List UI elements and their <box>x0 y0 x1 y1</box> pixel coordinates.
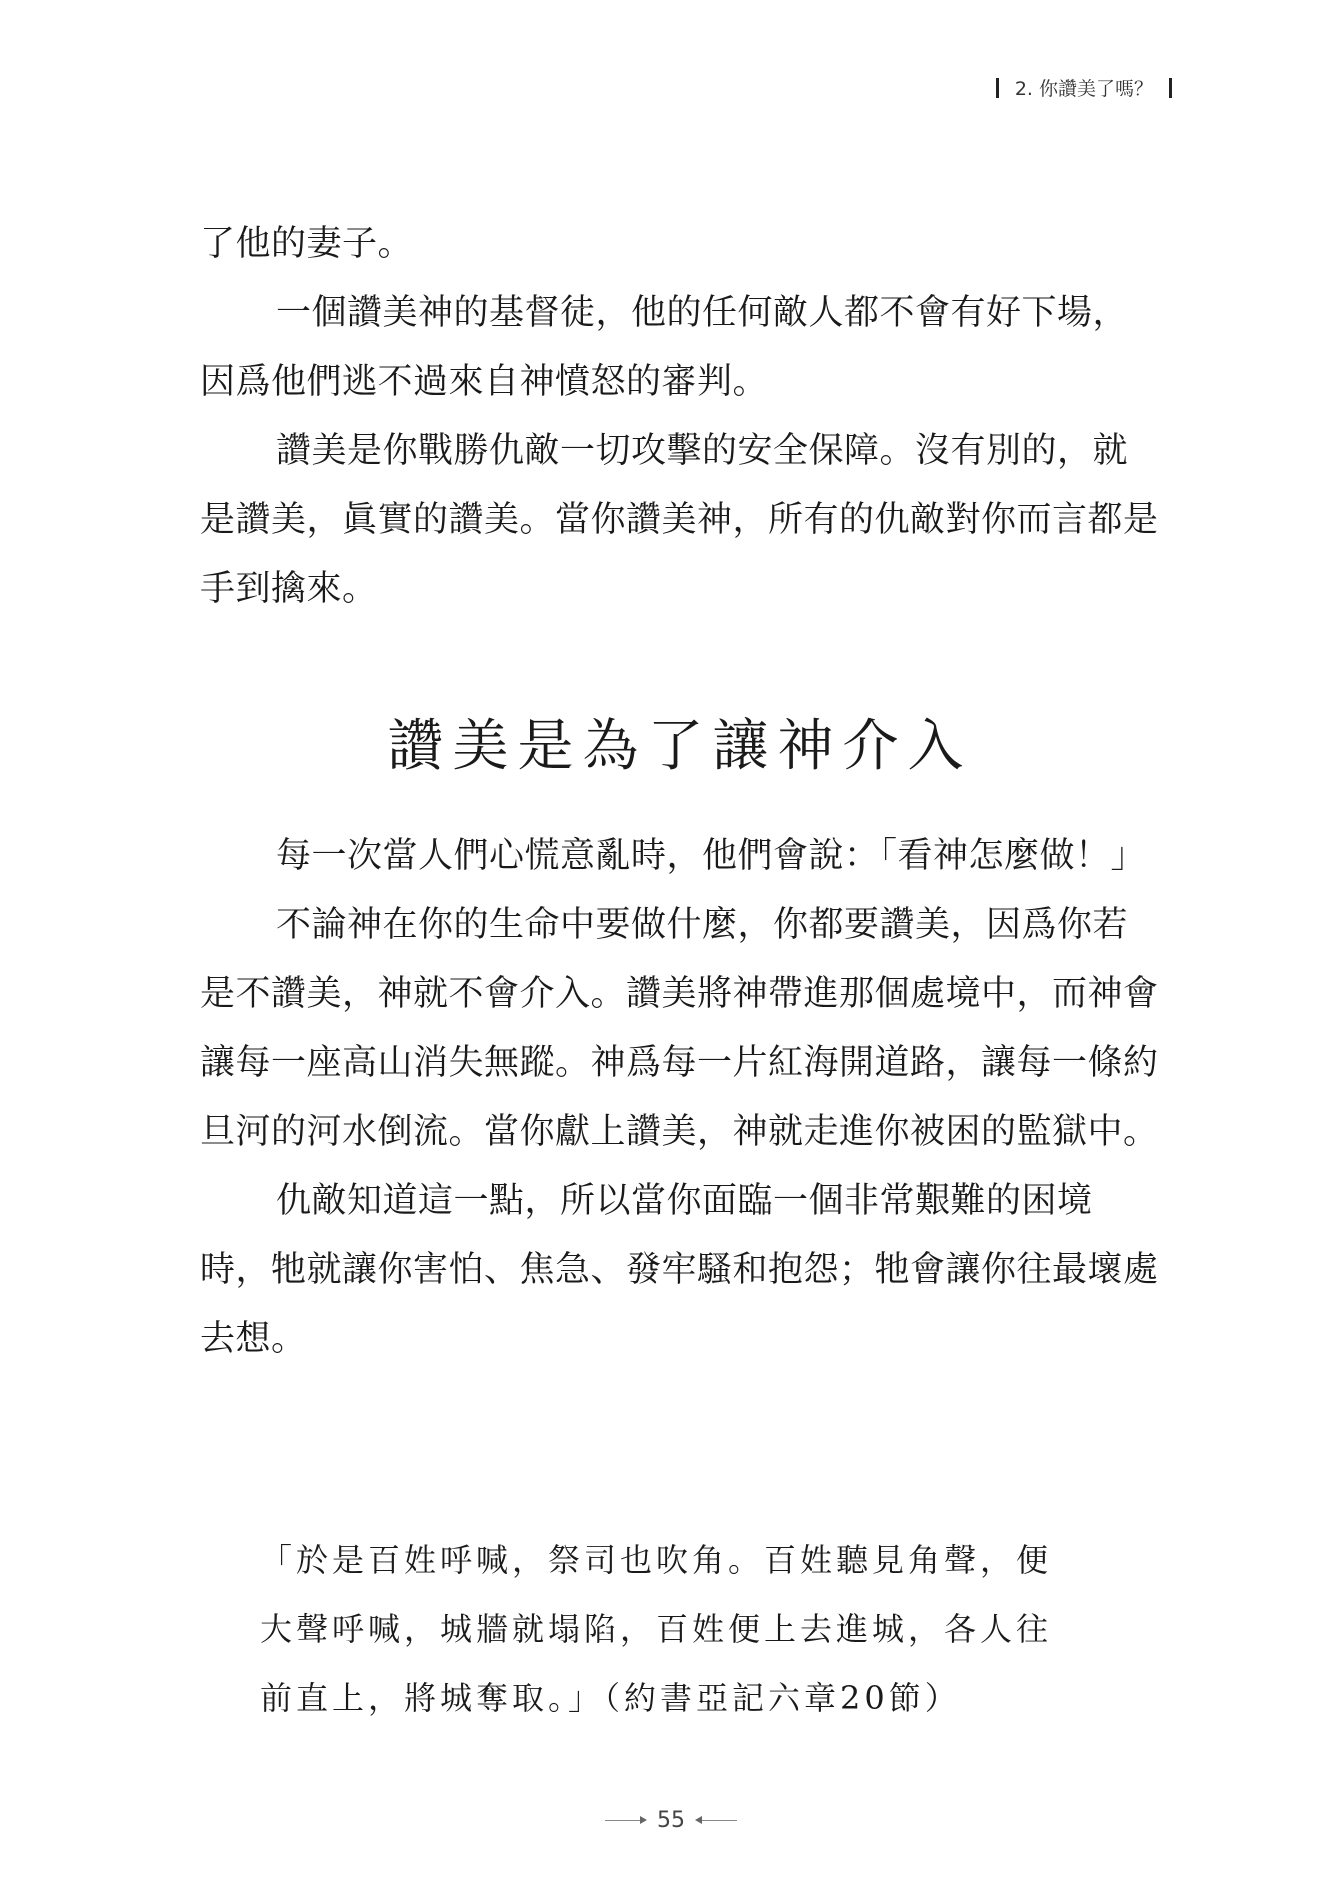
quote-line: 大聲呼喊，城牆就塌陷，百姓便上去進城，各人往 <box>260 1610 1053 1648</box>
page-number: 55 <box>657 1808 685 1833</box>
paragraph: 一個讚美神的基督徒，他的任何敵人都不會有好下場，因爲他們逃不過來自神憤怒的審判。 <box>200 293 1129 402</box>
paragraph: 仇敵知道這一點，所以當你面臨一個非常艱難的困境時，牠就讓你害怕、焦急、發牢騷和抱怨；牠會讓你往最壞處去想。 <box>200 1181 1159 1359</box>
header-divider-right <box>1169 78 1172 98</box>
page-body <box>200 210 1160 1374</box>
quote-line: 「於是百姓呼喊，祭司也吹角。百姓聽見角聲，便 <box>260 1541 1053 1579</box>
paragraph: 了他的妻子。 <box>200 224 414 264</box>
header-divider-left <box>996 78 999 98</box>
paragraph: 不論神在你的生命中要做什麼，你都要讚美，因爲你若是不讚美，神就不會介入。讚美將神帶進那個處境中，而神會讓每一座高山消失無蹤。神爲每一片紅海開道路，讓每一條約旦河的河水倒流。當你獻上讚美，神就走進你被困的監獄中。 <box>200 905 1159 1152</box>
section-heading: 讚美是為了讓神介入 <box>387 714 973 779</box>
footer-ornament-left <box>605 1820 645 1821</box>
running-header <box>996 74 1172 101</box>
scripture-quote <box>260 1526 1140 1733</box>
footer-ornament-right <box>697 1820 737 1821</box>
chapter-title: 2. 你讚美了嗎？ <box>1014 78 1153 100</box>
quote-line: 前直上，將城奪取。」（約書亞記六章20節） <box>260 1679 961 1717</box>
paragraph: 讚美是你戰勝仇敵一切攻擊的安全保障。沒有別的，就是讚美，眞實的讚美。當你讚美神，所有的仇敵對你而言都是手到擒來。 <box>200 431 1159 609</box>
paragraph: 每一次當人們心慌意亂時，他們會說：「看神怎麼做！」 <box>276 836 1147 876</box>
page-footer <box>0 1808 1342 1833</box>
